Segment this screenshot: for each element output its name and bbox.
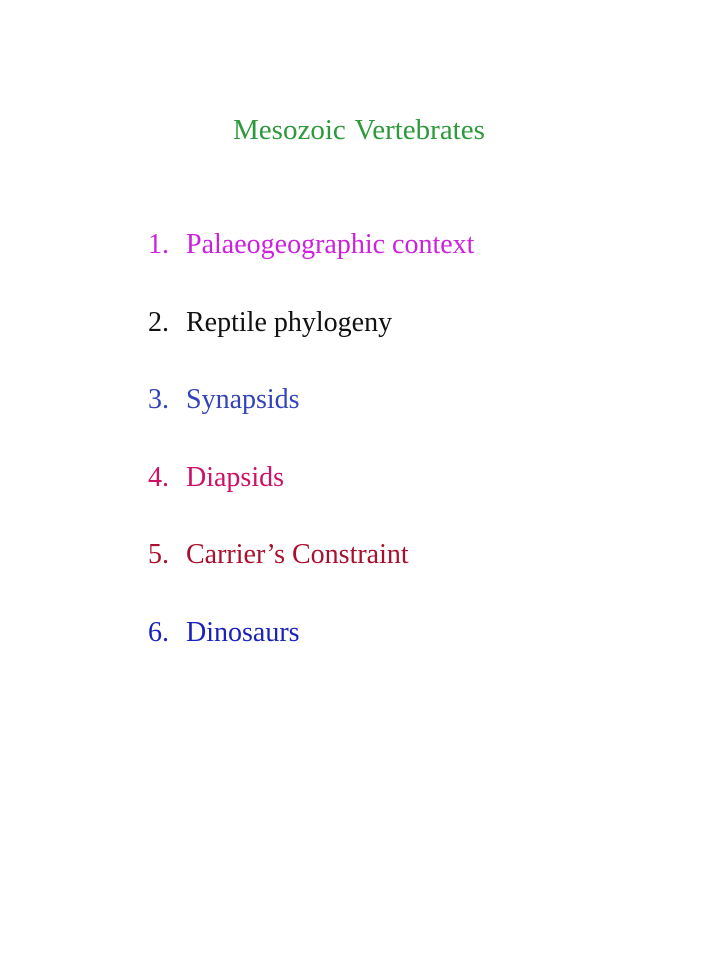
outline-item-label: Dinosaurs xyxy=(186,616,300,648)
outline-item-number: 3. xyxy=(148,384,169,415)
slide-title: Mesozoic Vertebrates xyxy=(233,114,485,146)
outline-item-label: Carrier’s Constraint xyxy=(186,539,409,570)
outline-item-label: Palaeogeographic context xyxy=(186,229,475,260)
outline-item-palaeogeographic-context xyxy=(148,227,474,305)
outline-item-synapsids xyxy=(148,382,474,460)
outline-item-reptile-phylogeny xyxy=(148,305,474,383)
outline-item-number: 4. xyxy=(148,461,169,493)
outline-item-label: Reptile phylogeny xyxy=(186,306,393,338)
outline-item-label: Synapsids xyxy=(186,384,300,415)
outline-item-carriers-constraint xyxy=(148,537,474,615)
outline-item-dinosaurs xyxy=(148,615,474,693)
outline-list xyxy=(148,227,474,692)
outline-item-number: 5. xyxy=(148,539,169,570)
outline-item-diapsids xyxy=(148,460,474,538)
outline-item-label: Diapsids xyxy=(186,461,284,493)
outline-item-number: 1. xyxy=(148,229,169,260)
outline-item-number: 6. xyxy=(148,616,169,648)
outline-item-number: 2. xyxy=(148,306,169,338)
